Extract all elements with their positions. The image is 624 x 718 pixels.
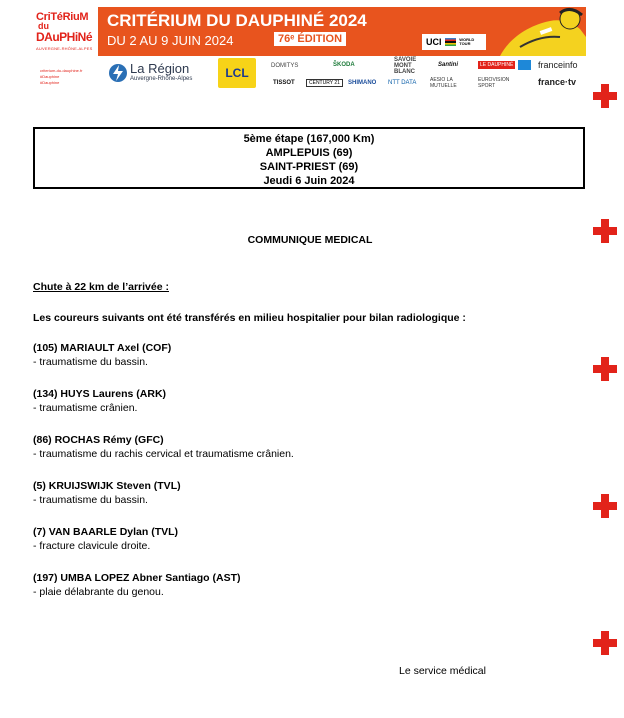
race-logo: CriTéRiuM du DAuPHiNé AUVERGNE-RHÔNE-ALPES (36, 11, 93, 51)
edition-badge: 76ᵉ ÉDITION (274, 32, 346, 46)
rider-diagnosis: - fracture clavicule droite. (33, 540, 151, 552)
stage-finish: SAINT-PRIEST (69) (259, 161, 359, 173)
rider-name: (5) KRUIJSWIJK Steven (TVL) (33, 480, 181, 492)
uci-stripes-icon (445, 38, 457, 46)
rider-diagnosis: - traumatisme du rachis cervical et traumatisme crânien. (33, 448, 294, 460)
stage-number: 5ème étape (167,000 Km) (243, 133, 375, 145)
sponsor-logo: NTT DATA (388, 80, 417, 86)
crash-subhead: Chute à 22 km de l’arrivée : (33, 281, 169, 293)
rider-name: (86) ROCHAS Rémy (GFC) (33, 434, 164, 446)
sponsor-logo: AESIO LA MUTUELLE (430, 77, 457, 89)
red-cross-icon (593, 84, 617, 108)
rider-entry (33, 387, 166, 415)
banner-dates: DU 2 AU 9 JUIN 2024 (107, 33, 234, 48)
sponsor-logo: LE DAUPHINÉ (480, 62, 514, 68)
rider-name: (134) HUYS Laurens (ARK) (33, 388, 167, 400)
red-cross-icon (593, 494, 617, 518)
sponsor-logo: SAVOIE MONT BLANC (394, 57, 417, 75)
intro-text: Les coureurs suivants ont été transférés en milieu hospitalier pour bilan radiologique : (33, 312, 466, 324)
rider-entry (33, 525, 178, 553)
sponsor-logo: TISSOT (273, 80, 295, 86)
rider-diagnosis: - plaie délabrante du genou. (33, 586, 164, 598)
rider-name: (7) VAN BAARLE Dylan (TVL) (33, 526, 179, 538)
sponsor-logo: EUROVISION SPORT (478, 77, 510, 89)
rider-diagnosis: - traumatisme crânien. (33, 402, 138, 414)
sponsor-logo: CENTURY 21 (306, 79, 343, 87)
stage-info-box (33, 127, 585, 189)
race-banner (98, 7, 586, 56)
stage-start: AMPLEPUIS (69) (265, 147, 353, 159)
sponsor-logo: ŠKODA (333, 62, 355, 68)
rider-entry (33, 479, 181, 507)
region-bolt-icon (108, 62, 128, 84)
rider-entry (33, 433, 294, 461)
rider-diagnosis: - traumatisme du bassin. (33, 494, 148, 506)
cyclist-yellow-jersey-icon (490, 7, 586, 56)
lcl-logo: LCL (218, 58, 256, 88)
uci-worldtour-logo: UCI WORLD TOUR (422, 34, 486, 50)
sponsor-logo: franceinfo (538, 60, 578, 70)
page-title: COMMUNIQUE MEDICAL (247, 234, 373, 246)
rider-diagnosis: - traumatisme du bassin. (33, 356, 148, 368)
banner-title: CRITÉRIUM DU DAUPHINÉ 2024 (107, 11, 367, 30)
red-cross-icon (593, 631, 617, 655)
stage-date: Jeudi 6 Juin 2024 (263, 175, 355, 187)
sponsor-logo: DOMITYS (271, 63, 299, 69)
sponsor-logo: Santini (438, 62, 459, 68)
rider-name: (197) UMBA LOPEZ Abner Santiago (AST) (33, 572, 241, 584)
social-links: criterium-du-dauphine.fr #Dauphine #Dauphine (40, 68, 83, 85)
signature: Le service médical (399, 665, 486, 677)
sponsor-square-icon (518, 60, 531, 70)
rider-name: (105) MARIAULT Axel (COF) (33, 342, 172, 354)
sponsor-logo: SHIMANO (348, 80, 377, 86)
sponsor-logo: france·tv (538, 77, 577, 87)
red-cross-icon (593, 357, 617, 381)
rider-entry (33, 571, 240, 599)
rider-entry (33, 341, 171, 369)
